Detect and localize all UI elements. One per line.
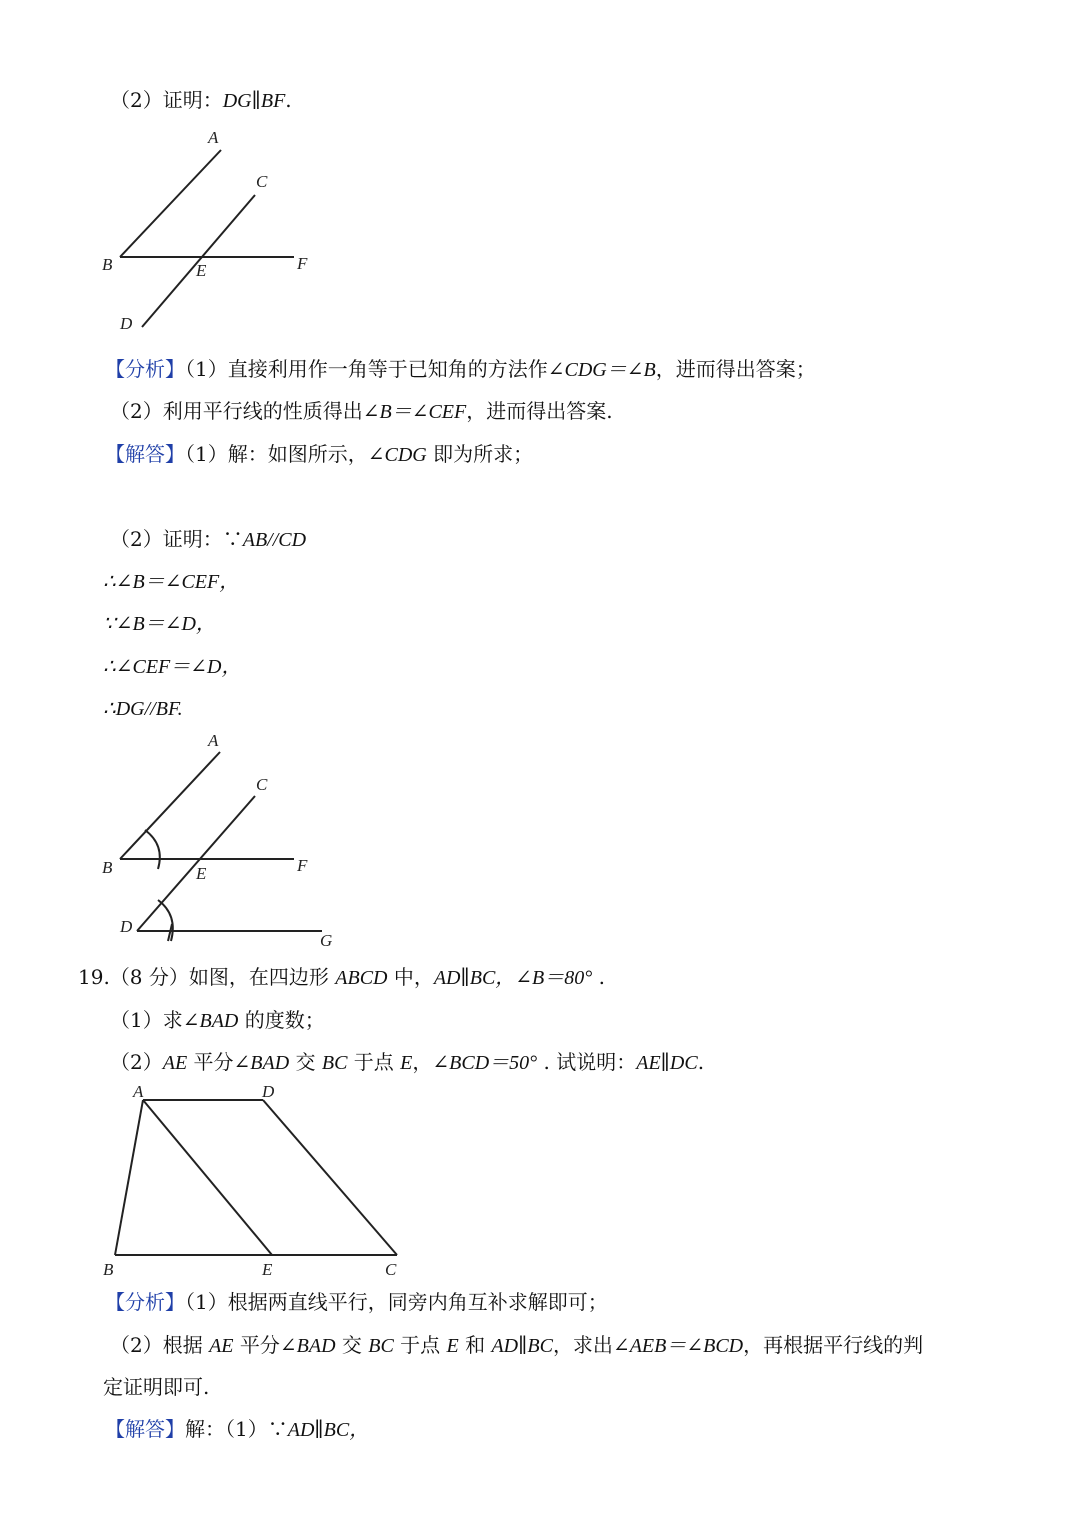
side-ab [115, 1100, 143, 1255]
answer2-line-1: 【解答】解：（1）∵AD∥BC， [105, 1417, 370, 1441]
q19-sub1: （1）求∠BAD 的度数； [110, 1008, 325, 1032]
analysis2-line-3: 定证明即可. [103, 1375, 210, 1399]
answer-line-1: 【解答】（1）解：如图所示，∠CDG 即为所求； [105, 442, 534, 466]
fig2-label-d: D [120, 917, 133, 936]
fig1-label-d: D [120, 314, 133, 333]
fig1-label-c: C [256, 172, 268, 191]
analysis2-line-2: （2）根据 AE 平分∠BAD 交 BC 于点 E 和 AD∥BC，求出∠AEB＝∠BCD，再根据平行线的判 [110, 1333, 924, 1357]
fig2-label-a: A [208, 731, 219, 750]
proof-line-1: （2）证明：∵AB//CD [110, 527, 307, 551]
q19-sub2: （2）AE 平分∠BAD 交 BC 于点 E，∠BCD＝50° . 试说明：AE∥DC. [110, 1050, 705, 1074]
proof-line-5: ∴DG//BF. [103, 698, 183, 720]
analysis2-tag: 【分析】 [105, 1290, 185, 1314]
part2-prove-heading: （2）证明：DG∥BF. [110, 88, 292, 112]
fig3-label-c: C [385, 1260, 397, 1279]
fig3-label-a: A [133, 1082, 144, 1101]
analysis-line-1: 【分析】（1）直接利用作一角等于已知角的方法作∠CDG＝∠B，进而得出答案； [105, 357, 816, 381]
fig3-label-d: D [262, 1082, 275, 1101]
fig2-label-e: E [196, 864, 207, 883]
answer-tag: 【解答】 [105, 442, 185, 466]
segment-ae [143, 1100, 272, 1255]
analysis-tag: 【分析】 [105, 357, 185, 381]
q19-heading: 19.（8 分）如图，在四边形 ABCD 中，AD∥BC，∠B＝80° . [78, 965, 605, 989]
fig2-label-g: G [320, 931, 333, 950]
answer2-tag: 【解答】 [105, 1417, 185, 1441]
proof-line-2: ∴∠B＝∠CEF， [103, 571, 240, 593]
fig1-label-b: B [102, 255, 113, 274]
fig1-label-e: E [196, 261, 207, 280]
fig3-label-b: B [103, 1260, 114, 1279]
side-dc [263, 1100, 397, 1255]
analysis2-line-1: 【分析】（1）根据两直线平行，同旁内角互补求解即可； [105, 1290, 608, 1314]
fig2-label-b: B [102, 858, 113, 877]
proof-line-4: ∴∠CEF＝∠D， [103, 656, 242, 678]
analysis-line-2: （2）利用平行线的性质得出∠B＝∠CEF，进而得出答案. [110, 399, 613, 423]
fig2-label-f: F [297, 856, 308, 875]
fig1-label-a: A [208, 128, 219, 147]
fig1-label-f: F [297, 254, 308, 273]
fig3-label-e: E [262, 1260, 273, 1279]
fig2-label-c: C [256, 775, 268, 794]
proof-line-3: ∵∠B＝∠D， [103, 613, 216, 635]
